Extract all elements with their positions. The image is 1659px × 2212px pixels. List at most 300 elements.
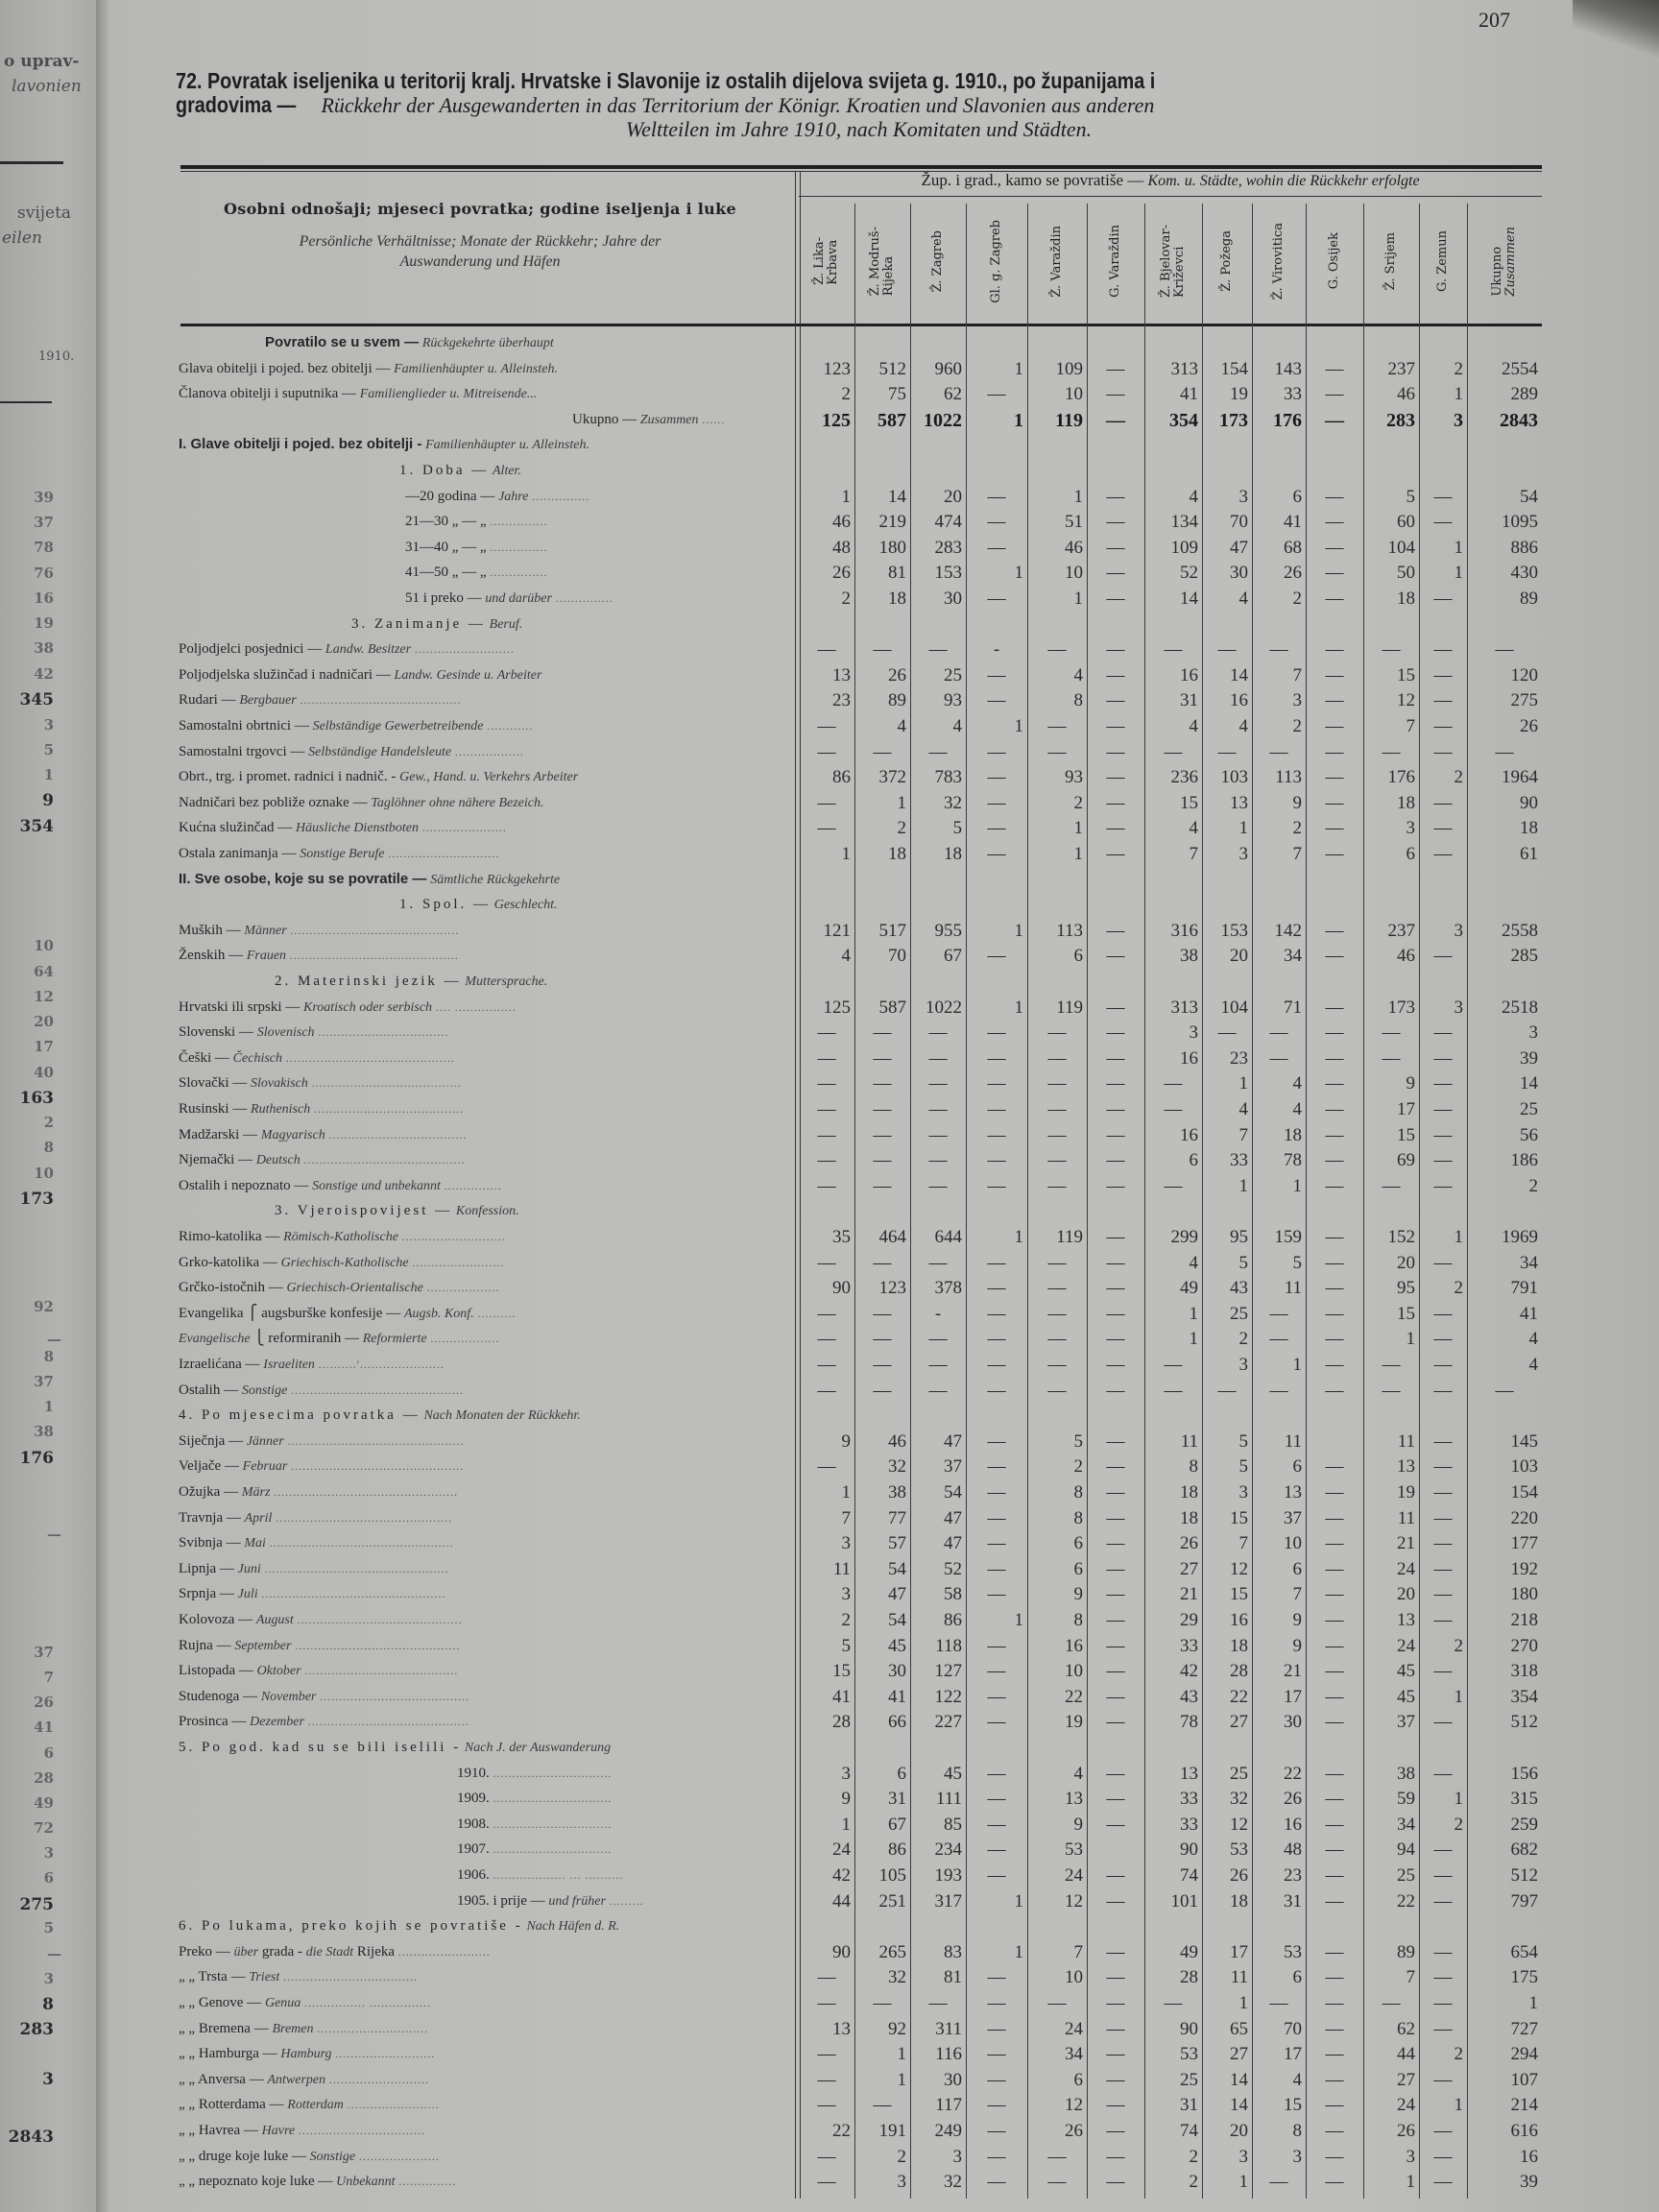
table-cell: 7 <box>1073 1941 1083 1962</box>
table-cell: 28 <box>832 1712 851 1733</box>
table-cell: — <box>1325 1227 1344 1247</box>
table-cell: — <box>1106 946 1125 967</box>
table-cell: 30 <box>944 2069 962 2090</box>
column-header-label: G. Zemun <box>1435 230 1450 292</box>
table-cell: 1 <box>1454 384 1463 405</box>
table-cell: 249 <box>934 2121 962 2141</box>
table-cell: 2 <box>897 2146 906 2167</box>
table-cell: 4 <box>1528 1355 1538 1375</box>
leader-dots: ............................................ <box>285 1050 455 1065</box>
row-label <box>179 2016 789 2041</box>
table-cell: 1 <box>1014 563 1023 584</box>
table-cell: 16 <box>1230 690 1248 711</box>
previous-page-number: — <box>47 1331 61 1348</box>
leader-dots: .................. <box>454 744 524 758</box>
table-cell: 17 <box>1230 1941 1248 1962</box>
table-cell: 22 <box>1284 1763 1302 1784</box>
row-label-text: Slovenski — <box>179 1024 253 1041</box>
previous-page-number: 42 <box>34 665 54 683</box>
table-cell: — <box>1106 537 1125 558</box>
table-cell: 317 <box>934 1890 962 1911</box>
table-cell: 145 <box>1510 1431 1538 1452</box>
table-cell: — <box>1325 1150 1344 1171</box>
table-cell: — <box>987 486 1006 507</box>
table-cell: 20 <box>1230 946 1248 967</box>
table-cell: — <box>1325 589 1344 609</box>
table-cell: 62 <box>1397 2018 1415 2039</box>
row-label-italic: Sonstige Berufe <box>300 847 385 861</box>
table-cell: 9 <box>1073 1814 1083 1835</box>
table-cell: 142 <box>1274 920 1302 941</box>
table-cell: 1 <box>1014 1941 1023 1962</box>
table-cell: 47 <box>944 1431 962 1452</box>
table-row <box>173 1888 1542 1913</box>
previous-page-number: 3 <box>43 1844 54 1862</box>
row-label <box>179 637 789 661</box>
table-cell: — <box>928 1124 948 1145</box>
row-label <box>179 815 789 840</box>
section-heading <box>173 612 1542 637</box>
table-cell: 25 <box>944 664 962 685</box>
table-cell: — <box>1047 1278 1067 1299</box>
row-label-text: „ „ Havrea — <box>179 2123 258 2138</box>
row-label-text: „ „ Anversa — <box>179 2071 264 2087</box>
table-cell: — <box>1325 537 1344 558</box>
table-cell: 3 <box>1406 2146 1415 2167</box>
table-cell: — <box>1433 1712 1453 1733</box>
table-cell: — <box>1106 1507 1125 1528</box>
table-cell: 46 <box>1065 537 1083 558</box>
table-cell: — <box>1047 1175 1067 1196</box>
table-cell: 8 <box>1073 690 1083 711</box>
table-cell: 783 <box>934 767 962 788</box>
table-cell: 3 <box>1454 997 1463 1018</box>
table-cell: 37 <box>1397 1712 1415 1733</box>
table-cell: 21 <box>1397 1533 1415 1554</box>
leader-dots: ............... <box>555 591 613 605</box>
table-cell: 104 <box>1220 997 1248 1018</box>
previous-page-number: 8 <box>43 1348 54 1365</box>
table-cell: 1 <box>1528 1993 1538 2013</box>
table-cell: 118 <box>935 1635 962 1656</box>
table-cell: — <box>987 1584 1006 1605</box>
table-cell: 313 <box>1170 358 1198 379</box>
table-cell: — <box>1325 690 1344 711</box>
row-label-text: 31—40 „ — „ <box>405 539 487 555</box>
row-label-italic: Ruthenisch <box>251 1102 311 1117</box>
table-cell: 2 <box>1454 1278 1463 1299</box>
table-cell: 45 <box>1397 1661 1415 1682</box>
table-cell: — <box>817 1252 836 1273</box>
table-cell: 22 <box>1230 1686 1248 1707</box>
table-cell: 46 <box>832 512 851 533</box>
table-cell: — <box>873 1022 892 1044</box>
table-cell: — <box>1164 639 1183 661</box>
table-cell: 81 <box>888 563 906 584</box>
table-cell: 43 <box>1230 1278 1248 1299</box>
table-row <box>173 1454 1542 1479</box>
row-label-text: 3. Vjeroispovijest — <box>275 1203 453 1219</box>
table-row <box>173 790 1542 815</box>
leader-dots: ............................................ <box>289 949 459 963</box>
leader-dots: .......................................... <box>303 1153 466 1167</box>
table-cell: - <box>993 639 1000 661</box>
table-cell: — <box>1433 1099 1453 1119</box>
table-cell: 318 <box>1510 1661 1538 1682</box>
table-cell: — <box>1164 1175 1183 1196</box>
table-cell: 3 <box>841 1763 851 1784</box>
table-cell: 47 <box>888 1584 906 1605</box>
table-cell: — <box>1382 1175 1401 1196</box>
table-cell: — <box>987 2018 1006 2039</box>
table-cell: 20 <box>944 486 962 507</box>
row-label <box>179 1581 789 1606</box>
table-cell: 38 <box>888 1482 906 1503</box>
leader-dots: ................................................ <box>274 1485 459 1499</box>
table-cell: 67 <box>888 1814 906 1835</box>
table-cell: 2 <box>1292 716 1302 736</box>
table-cell: 1 <box>841 1482 851 1503</box>
table-cell: 294 <box>1510 2044 1538 2065</box>
table-cell: 313 <box>1170 997 1198 1018</box>
table-row <box>173 1530 1542 1555</box>
table-row <box>173 586 1542 611</box>
table-cell: 59 <box>1397 1789 1415 1810</box>
table-cell: 90 <box>1520 792 1538 813</box>
table-cell: 464 <box>878 1227 906 1247</box>
table-cell: 3 <box>841 1584 851 1605</box>
table-row <box>173 1709 1542 1734</box>
row-label-italic: Nach J. der Auswanderung <box>464 1741 612 1755</box>
table-cell: — <box>1047 1252 1067 1273</box>
table-cell: 105 <box>878 1865 906 1886</box>
title-line-2-italic: Rückkehr der Ausgewanderten in das Territorium der Königr. Kroatien und Slavonien aus anderen <box>321 93 1155 117</box>
row-label-italic: Oktober <box>256 1664 301 1679</box>
previous-page-rule <box>0 161 63 164</box>
table-cell: — <box>928 1380 948 1401</box>
table-cell: — <box>1325 1558 1344 1579</box>
table-cell: 2518 <box>1502 997 1538 1018</box>
section-title: I. Glave obitelji i poјed. bez obitelji - <box>179 436 422 453</box>
table-cell: 125 <box>822 409 851 431</box>
previous-page-number: 38 <box>34 639 54 657</box>
table-row <box>173 1479 1542 1504</box>
table-cell: 16 <box>1520 2146 1538 2167</box>
row-label <box>179 687 789 712</box>
table-cell: — <box>1433 1507 1453 1528</box>
row-label-italic: Bergbauer <box>239 693 297 709</box>
row-label-italic: August <box>255 1613 294 1627</box>
row-label-text: Ožujka — <box>179 1484 239 1500</box>
row-label <box>179 1096 789 1121</box>
row-label <box>179 1735 789 1760</box>
table-cell: 89 <box>1520 589 1538 609</box>
table-cell: — <box>987 1355 1006 1375</box>
table-cell: — <box>1217 1380 1237 1401</box>
table-cell: 119 <box>1056 1227 1083 1247</box>
table-cell: 193 <box>934 1865 962 1886</box>
table-cell: 78 <box>1284 1150 1302 1171</box>
previous-page-number: — <box>47 1945 61 1962</box>
table-cell: — <box>1325 946 1344 967</box>
table-cell: — <box>1164 1993 1183 2013</box>
table-cell: 25 <box>1180 2069 1198 2090</box>
previous-page-number: 5 <box>43 741 54 758</box>
row-label-italic: Konfession. <box>455 1204 519 1219</box>
row-label-italic: September <box>234 1638 292 1653</box>
previous-page-number: 163 <box>19 1089 54 1108</box>
table-cell: 32 <box>888 1967 906 1988</box>
table-cell: 26 <box>1397 2121 1415 2141</box>
table-cell: — <box>987 1839 1006 1861</box>
table-cell: — <box>1269 1022 1288 1044</box>
leader-dots: ................................... <box>283 1970 418 1984</box>
table-cell: — <box>817 1380 836 1401</box>
table-cell: 2 <box>1454 358 1463 379</box>
table-cell: 50 <box>1397 563 1415 584</box>
table-cell: — <box>1325 1380 1344 1401</box>
row-label <box>179 662 789 687</box>
table-cell: 180 <box>878 537 906 558</box>
table-cell: — <box>1106 1278 1125 1299</box>
previous-page-number: 49 <box>34 1794 54 1812</box>
table-cell: 7 <box>1406 716 1415 736</box>
table-cell: 797 <box>1510 1890 1538 1911</box>
table-cell: — <box>987 2146 1006 2167</box>
section-title: Povratilo se u svem — <box>265 334 420 350</box>
table-cell: — <box>1106 1380 1125 1401</box>
table-cell: 49 <box>1180 1941 1198 1962</box>
table-cell: 54 <box>888 1610 906 1630</box>
table-cell: 1 <box>1292 1175 1302 1196</box>
section-heading <box>173 1198 1542 1223</box>
table-cell: 125 <box>823 997 851 1018</box>
row-label <box>179 458 789 483</box>
table-cell: 47 <box>1230 537 1248 558</box>
row-label-text: 1. Spol. — <box>399 897 492 913</box>
row-label-text: 51 i preko — <box>405 590 482 606</box>
table-cell: — <box>987 1482 1006 1503</box>
table-cell: 65 <box>1230 2018 1248 2039</box>
table-cell: 47 <box>944 1533 962 1554</box>
table-cell: 6 <box>1073 1533 1083 1554</box>
previous-page-text: eilen <box>2 228 42 248</box>
previous-page-number: 2 <box>43 1114 54 1131</box>
row-label-text: 1906. <box>457 1867 490 1883</box>
table-cell: — <box>817 1022 836 1044</box>
table-cell: — <box>1433 1941 1453 1962</box>
table-cell: 12 <box>1397 690 1415 711</box>
table-cell: 117 <box>935 2095 962 2116</box>
leader-dots: .................................... <box>328 1127 468 1142</box>
table-cell: — <box>1433 1610 1453 1630</box>
row-label-text: 21—30 „ — „ <box>405 514 487 530</box>
table-cell: — <box>1106 767 1125 788</box>
table-cell: — <box>1106 1993 1125 2013</box>
table-cell: — <box>1325 1584 1344 1605</box>
table-cell: — <box>987 1533 1006 1554</box>
table-row <box>173 637 1542 661</box>
table-cell: 61 <box>1520 844 1538 864</box>
row-label <box>179 1301 789 1326</box>
row-label-italic: Jahre <box>498 489 529 504</box>
table-cell: 220 <box>1510 1507 1538 1528</box>
table-cell: — <box>817 2044 836 2065</box>
table-cell: 17 <box>1284 1686 1302 1707</box>
table-cell: 11 <box>832 1558 851 1579</box>
table-cell: — <box>1433 741 1453 762</box>
row-label <box>179 2041 789 2066</box>
row-label-text: Slovački — <box>179 1075 248 1092</box>
table-cell: 4 <box>1238 1099 1248 1119</box>
table-cell: — <box>1047 1124 1067 1145</box>
table-cell: 18 <box>944 844 962 864</box>
table-row <box>173 1581 1542 1606</box>
previous-page-number: 64 <box>34 963 54 980</box>
table-cell: 1 <box>1454 1227 1463 1247</box>
table-cell: 49 <box>1180 1278 1198 1299</box>
table-cell: 30 <box>1230 563 1248 584</box>
table-cell: 6 <box>1073 1558 1083 1579</box>
table-cell: 23 <box>1230 1047 1248 1069</box>
table-cell: 34 <box>1065 2044 1083 2065</box>
table-cell: 18 <box>1397 792 1415 813</box>
table-cell: 3 <box>841 1533 851 1554</box>
table-cell: — <box>928 1175 948 1196</box>
row-label-italic: Antwerpen <box>267 2072 326 2087</box>
previous-page-number: 176 <box>19 1449 54 1468</box>
table-cell: — <box>987 1763 1006 1784</box>
table-cell: 1 <box>1238 1175 1248 1196</box>
table-cell: 5 <box>1238 1431 1248 1452</box>
column-header-label: G. Osijek <box>1327 232 1341 290</box>
table-cell: — <box>817 1073 836 1094</box>
row-label <box>179 1913 789 1938</box>
table-cell: 1 <box>897 2069 906 2090</box>
leader-dots: .......................... <box>328 2072 429 2086</box>
leader-dots: ........................ <box>397 1944 491 1959</box>
row-label <box>179 1378 789 1403</box>
table-cell: 32 <box>888 1456 906 1478</box>
previous-page-number: 3 <box>43 1970 54 1987</box>
table-cell: — <box>1106 486 1125 507</box>
table-cell: — <box>817 716 836 736</box>
table-cell: — <box>1047 1355 1067 1375</box>
table-cell: 74 <box>1180 2121 1198 2141</box>
table-cell: — <box>1106 741 1125 762</box>
leader-dots: ...................... <box>421 821 507 835</box>
table-row <box>173 407 1542 432</box>
table-cell: — <box>1047 2172 1067 2193</box>
table-cell: 67 <box>944 946 962 967</box>
row-label-text: Evangelika ⎧ augsburške konfesije — <box>179 1305 401 1321</box>
row-label <box>179 586 789 611</box>
table-cell: 10 <box>1065 1661 1083 1682</box>
table-cell: — <box>987 1507 1006 1528</box>
previous-page-number: 6 <box>43 1744 54 1762</box>
table-cell: 219 <box>878 512 906 533</box>
table-cell: 153 <box>1220 920 1248 941</box>
table-row <box>173 484 1542 509</box>
table-cell: — <box>1106 512 1125 533</box>
row-label-text: Izraelićana — <box>179 1357 260 1372</box>
table-cell: — <box>1433 1558 1453 1579</box>
table-cell: 48 <box>832 537 851 558</box>
table-cell: 251 <box>878 1890 906 1911</box>
table-cell: 9 <box>1292 1635 1302 1656</box>
table-cell: — <box>1106 1047 1125 1069</box>
table-cell: — <box>817 1175 836 1196</box>
table-cell: — <box>1164 1073 1183 1094</box>
table-cell: 16 <box>1180 664 1198 685</box>
previous-page-number: 8 <box>43 1139 54 1156</box>
table-cell: — <box>928 1073 948 1094</box>
table-cell: 69 <box>1397 1150 1415 1171</box>
table-cell: — <box>1382 1993 1401 2013</box>
row-label-text: Veljače — <box>179 1458 239 1475</box>
table-cell: 56 <box>1520 1124 1538 1145</box>
table-cell: 1 <box>1292 1355 1302 1375</box>
row-label <box>179 1198 789 1223</box>
table-cell: 16 <box>1230 1610 1248 1630</box>
row-label-text: Hrvatski ili srpski — <box>179 998 301 1015</box>
row-label-text: 1910. <box>457 1765 490 1781</box>
table-cell: 283 <box>934 537 962 558</box>
row-label-italic: Römisch-Katholische <box>283 1230 398 1244</box>
table-cell: 48 <box>1284 1839 1302 1861</box>
table-cell: — <box>1047 1073 1067 1094</box>
table-cell: 11 <box>1180 1431 1198 1452</box>
table-cell: 86 <box>888 1839 906 1861</box>
table-cell: 12 <box>1230 1558 1248 1579</box>
row-label-text: „ „ Bremena — <box>179 2020 269 2036</box>
row-label-italic: Genua <box>264 1996 301 2010</box>
table-cell: — <box>1217 639 1237 661</box>
table-cell: — <box>873 1355 892 1375</box>
table-cell: — <box>987 2172 1006 2193</box>
row-label <box>179 2118 789 2143</box>
previous-page-number: 92 <box>34 1298 54 1315</box>
table-cell: — <box>987 818 1006 839</box>
table-cell: 5 <box>1073 1431 1083 1452</box>
table-cell: 7 <box>1292 1584 1302 1605</box>
table-cell: 15 <box>1180 792 1198 813</box>
table-cell: — <box>1325 1661 1344 1682</box>
table-cell: 2 <box>1238 1329 1248 1350</box>
table-row <box>173 509 1542 534</box>
table-cell: — <box>1325 767 1344 788</box>
table-cell: — <box>1433 1380 1453 1401</box>
row-label-italic: Familienhäupter u. Alleinsteh. <box>394 361 558 376</box>
table-cell: — <box>987 1661 1006 1682</box>
table-cell: 1 <box>1238 1073 1248 1094</box>
row-label-text: Prosinca — <box>179 1714 247 1730</box>
table-cell: 90 <box>1180 2018 1198 2039</box>
table-cell: 1 <box>1014 920 1023 941</box>
table-cell: — <box>928 1047 948 1069</box>
table-cell: — <box>1047 716 1067 736</box>
previous-page-number: 39 <box>34 489 54 506</box>
row-label-italic: Sonstige <box>241 1382 288 1398</box>
table-row <box>173 1352 1542 1377</box>
table-cell: — <box>1325 409 1344 431</box>
table-cell: — <box>987 1380 1006 1401</box>
row-label <box>179 484 789 509</box>
table-cell: — <box>987 1789 1006 1810</box>
row-label-italic: Zusammen <box>639 412 699 427</box>
previous-page-number: 345 <box>19 690 54 709</box>
row-label <box>179 1173 789 1198</box>
